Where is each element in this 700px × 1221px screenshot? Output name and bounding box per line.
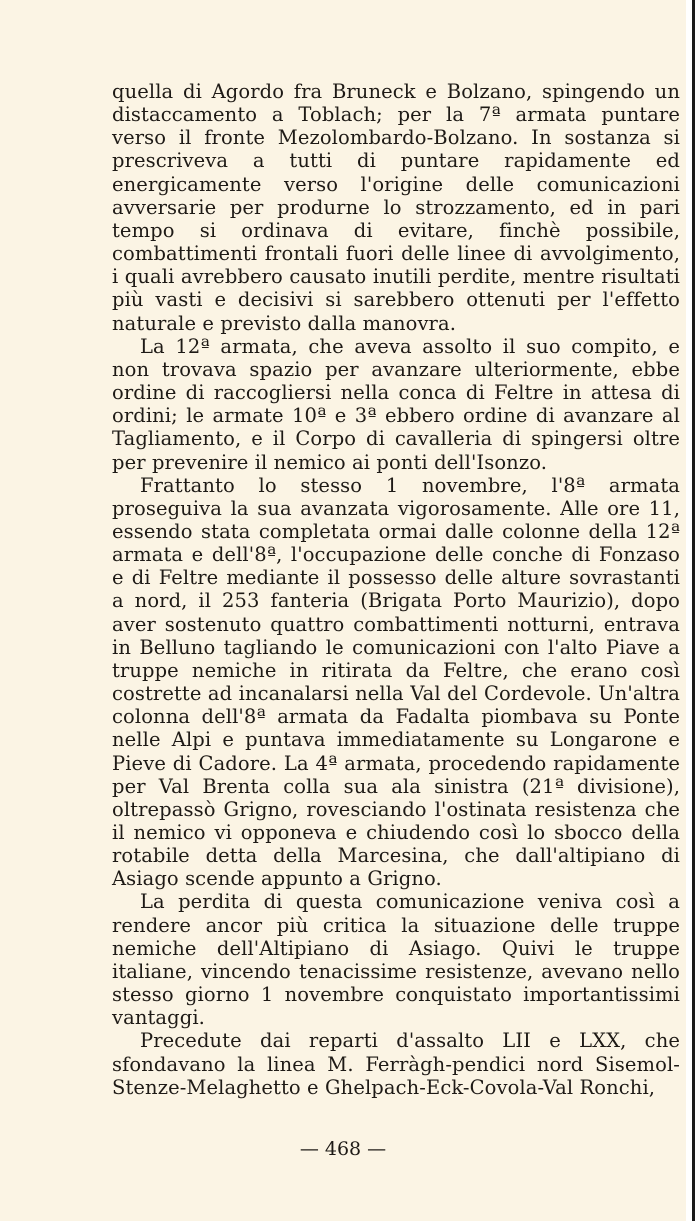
page-number: — 468 — <box>299 1138 387 1160</box>
page-edge-line <box>692 0 695 1221</box>
paragraph: La 12ª armata, che aveva assolto il suo compito, e non trovava spazio per avanzare ulteriormente, ebbe ordine di raccogliersi nella conca di Feltre in attesa di ordini; le armate 10ª e 3ª ebbero ordine di avanzare al Tagliamento, e il Corpo di cavalleria di spingersi oltre per prevenire il nemico ai ponti dell'Isonzo. <box>112 334 680 474</box>
paragraph: La perdita di questa comunicazione veniva così a rendere ancor più critica la situazione delle truppe nemiche dell'Altipiano di Asiago. Quivi le truppe italiane, vincendo tenacissime resistenze, avevano nello stesso giorno 1 novembre conquistato importantissimi vantaggi. <box>112 890 680 1030</box>
body-text <box>112 80 680 1099</box>
paragraph: Frattanto lo stesso 1 novembre, l'8ª armata proseguiva la sua avanzata vigorosamente. Alle ore 11, essendo stata completata ormai dalle colonne della 12ª armata e dell'8ª, l'occupazione delle conche di Fonzaso e di Feltre mediante il possesso delle alture sovrastanti a nord, il 253 fanteria (Brigata Porto Maurizio), dopo aver sostenuto quattro combattimenti notturni, entrava in Belluno tagliando le comunicazioni con l'alto Piave a truppe nemiche in ritirata da Feltre, che erano così costrette ad incanalarsi nella Val del Cordevole. Un'altra colonna dell'8ª armata da Fadalta piombava su Ponte nelle Alpi e puntava immediatamente su Longarone e Pieve di Cadore. La 4ª armata, procedendo rapidamente per Val Brenta colla sua ala sinistra (21ª divisione), oltrepassò Grigno, rovesciando l'ostinata resistenza che il nemico vi opponeva e chiudendo così lo sbocco della rotabile detta della Marcesina, che dall'altipiano di Asiago scende appunto a Grigno. <box>112 473 680 891</box>
paragraph: Precedute dai reparti d'assalto LII e LXX, che sfondavano la linea M. Ferràgh-pendici nord Sisemol-Stenze-Melaghetto e Ghelpach-Eck-Covola-Val Ronchi, <box>112 1029 680 1099</box>
paragraph: quella di Agordo fra Bruneck e Bolzano, spingendo un distaccamento a Toblach; per la 7ª armata puntare verso il fronte Mezolombardo-Bolzano. In sostanza si prescriveva a tutti di puntare rapidamente ed energicamente verso l'origine delle comunicazioni avversarie per produrne lo strozzamento, ed in pari tempo si ordinava di evitare, finchè possibile, combattimenti frontali fuori delle linee di avvolgimento, i quali avrebbero causato inutili perdite, mentre risultati più vasti e decisivi si sarebbero ottenuti per l'effetto naturale e previsto dalla manovra. <box>112 80 680 335</box>
